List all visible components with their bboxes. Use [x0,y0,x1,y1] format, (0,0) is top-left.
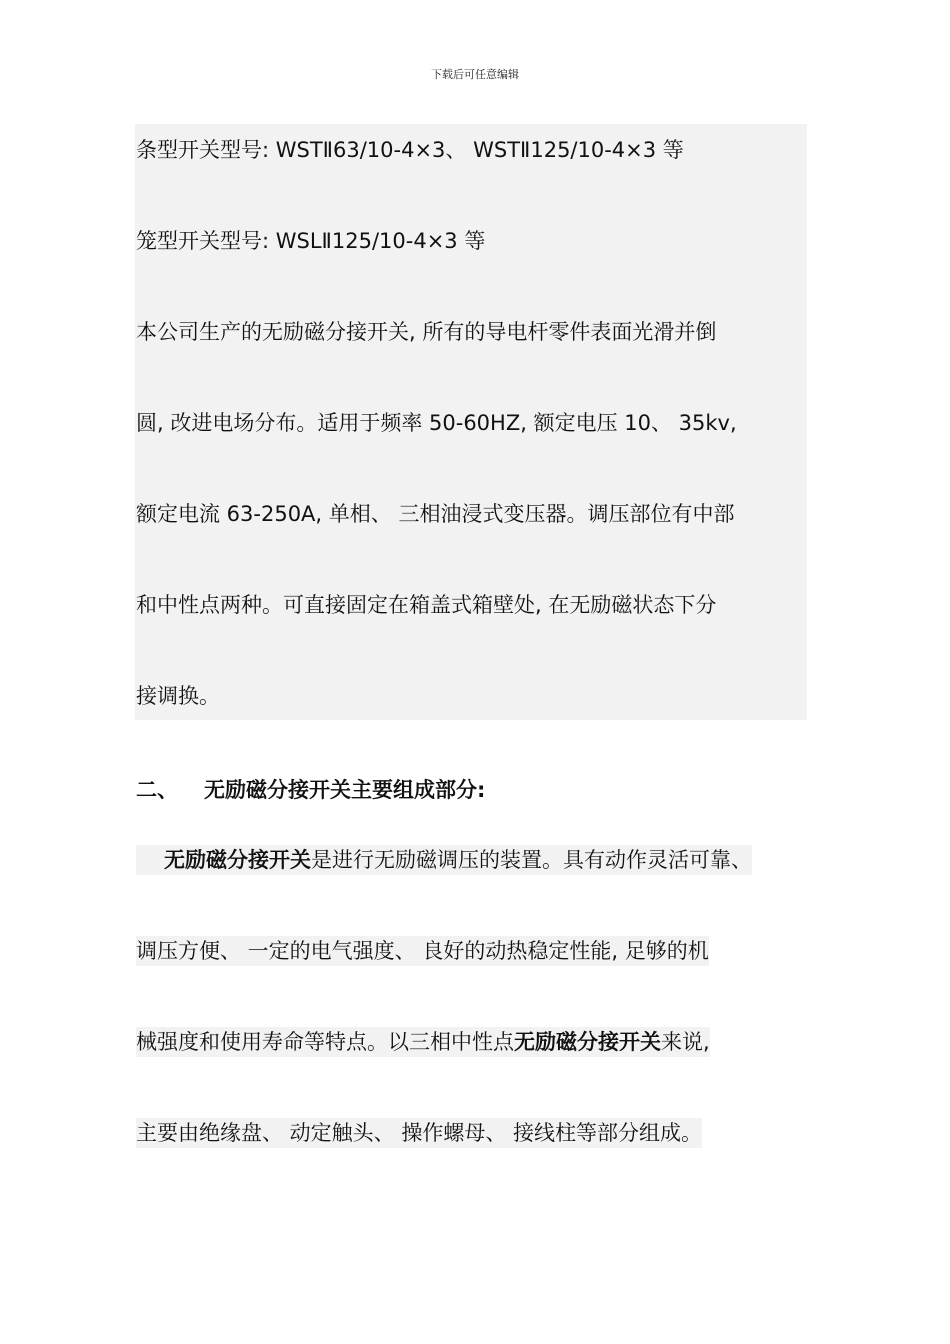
intro-line-7: 接调换。 [136,684,220,708]
intro-line-5: 额定电流 63-250A, 单相、 三相油浸式变压器。调压部位有中部 [136,502,735,526]
page-header-note: 下载后可任意编辑 [431,68,519,81]
body-line-2: 调压方便、 一定的电气强度、 良好的动热稳定性能, 足够的机 [136,936,709,966]
body-line-3-text-a: 械强度和使用寿命等特点。以三相中性点 [136,1030,514,1054]
body-line-1-text: 是进行无励磁调压的装置。具有动作灵活可靠、 [311,848,752,872]
section-heading [136,775,485,805]
body-line-3-text-b: 来说, [661,1030,710,1054]
intro-line-strip-model: 条型开关型号: WSTⅡ63/10-4×3、 WSTⅡ125/10-4×3 等 [136,138,684,162]
intro-line-4: 圆, 改进电场分布。适用于频率 50-60HZ, 额定电压 10、 35kv, [136,411,737,435]
intro-line-3: 本公司生产的无励磁分接开关, 所有的导电杆零件表面光滑并倒 [136,320,717,344]
body-line-1 [136,845,752,875]
intro-line-6: 和中性点两种。可直接固定在箱盖式箱壁处, 在无励磁状态下分 [136,593,717,617]
body-line-4: 主要由绝缘盘、 动定触头、 操作螺母、 接线柱等部分组成。 [136,1118,702,1148]
body-line-3 [136,1027,710,1057]
section-title: 无励磁分接开关主要组成部分: [204,778,486,802]
term-switch-2: 无励磁分接开关 [514,1030,661,1054]
intro-line-cage-model: 笼型开关型号: WSLⅡ125/10-4×3 等 [136,229,486,253]
section-number: 二、 [136,778,178,802]
term-switch-1: 无励磁分接开关 [164,848,311,872]
